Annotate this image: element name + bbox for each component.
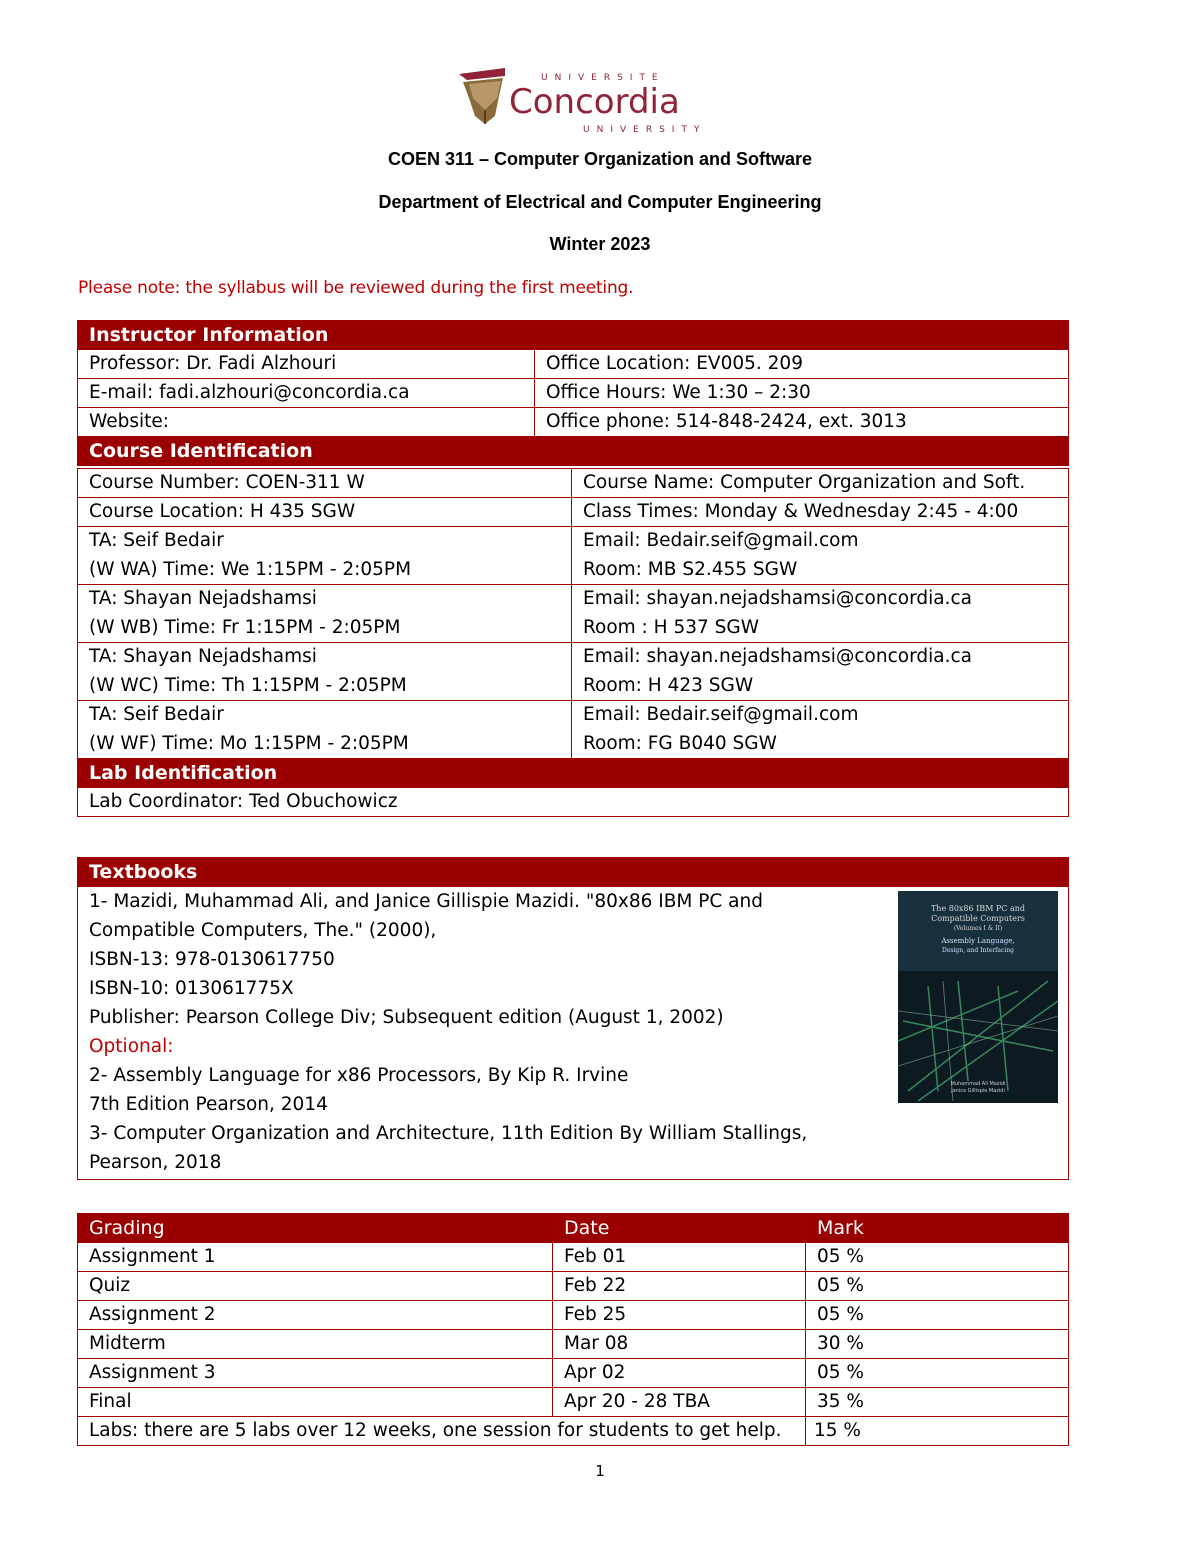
labs-row [78, 1417, 1069, 1446]
grading-row [78, 1359, 1069, 1388]
grading-table [77, 1213, 1069, 1446]
grading-date: Apr 02 [553, 1359, 806, 1388]
ta-name: TA: Seif Bedair [89, 530, 224, 551]
textbook-line: Compatible Computers, The." (2000), [89, 920, 437, 941]
ta-email[interactable]: Email: shayan.nejadshamsi@concordia.ca [583, 646, 972, 667]
course-name: Course Name: Computer Organization and Soft. [572, 469, 1069, 498]
cover-subtitle-line: Design, and Interfacing [942, 947, 1014, 954]
ta-row [78, 527, 1069, 585]
course-info-table [77, 320, 1069, 466]
grading-mark: 05 % [806, 1272, 1069, 1301]
ta-time: (W WF) Time: Mo 1:15PM - 2:05PM [89, 732, 409, 754]
textbooks-heading: Textbooks [78, 858, 1069, 887]
grading-item: Assignment 2 [78, 1301, 553, 1330]
grading-row [78, 1388, 1069, 1417]
course-heading: Course Identification [78, 437, 1069, 466]
cover-subtitle-line: Assembly Language, [941, 937, 1015, 945]
ta-row [78, 643, 1069, 701]
grading-date: Feb 01 [553, 1243, 806, 1272]
term-title: Winter 2023 [549, 234, 651, 254]
ta-room: Room : H 537 SGW [583, 616, 760, 638]
lab-heading: Lab Identification [78, 759, 1069, 788]
ta-name: TA: Shayan Nejadshamsi [89, 588, 317, 609]
grading-row [78, 1243, 1069, 1272]
optional-line: 2- Assembly Language for x86 Processors, By Kip R. Irvine [89, 1065, 629, 1086]
grading-mark: 05 % [806, 1359, 1069, 1388]
ta-row [78, 701, 1069, 759]
website: Website: [78, 408, 535, 437]
grading-row [78, 1301, 1069, 1330]
lab-coordinator: Lab Coordinator: Ted Obuchowicz [78, 788, 1069, 817]
grading-date: Apr 20 - 28 TBA [553, 1388, 806, 1417]
textbook-line: Publisher: Pearson College Div; Subsequent edition (August 1, 2002) [89, 1007, 724, 1028]
grading-mark: 30 % [806, 1330, 1069, 1359]
grading-row [78, 1330, 1069, 1359]
grading-mark: 35 % [806, 1388, 1069, 1417]
ta-email[interactable]: Email: Bedair.seif@gmail.com [583, 704, 859, 725]
concordia-logo [455, 66, 735, 138]
textbooks-table [77, 857, 1069, 1180]
syllabus-note: Please note: the syllabus will be reviewed during the first meeting. [78, 278, 634, 298]
office-phone: Office phone: 514-848-2424, ext. 3013 [535, 408, 1069, 437]
ta-row [78, 585, 1069, 643]
instructor-email[interactable]: E-mail: fadi.alzhouri@concordia.ca [78, 379, 535, 408]
grading-date: Feb 22 [553, 1272, 806, 1301]
ta-room: Room: MB S2.455 SGW [583, 558, 798, 580]
grading-item: Quiz [78, 1272, 553, 1301]
grading-row [78, 1272, 1069, 1301]
cover-title-line: Compatible Computers [931, 914, 1025, 923]
textbook-line: ISBN-13: 978-0130617750 [89, 949, 335, 970]
class-times: Class Times: Monday & Wednesday 2:45 - 4:00 [572, 498, 1069, 527]
office-hours: Office Hours: We 1:30 – 2:30 [535, 379, 1069, 408]
ta-time: (W WC) Time: Th 1:15PM - 2:05PM [89, 674, 407, 696]
optional-label: Optional: [89, 1036, 174, 1057]
professor-name: Professor: Dr. Fadi Alzhouri [78, 350, 535, 379]
ta-email[interactable]: Email: shayan.nejadshamsi@concordia.ca [583, 588, 972, 609]
mark-header: Mark [806, 1214, 1069, 1243]
textbook-line: ISBN-10: 013061775X [89, 978, 294, 999]
textbook-cover-image [898, 891, 1058, 1103]
cover-author: Muhammad Ali Mazidi [950, 1081, 1006, 1087]
department-title: Department of Electrical and Computer Engineering [378, 192, 822, 212]
grading-item: Midterm [78, 1330, 553, 1359]
cover-title-line: (Volumes I & II) [953, 925, 1003, 932]
ta-room: Room: H 423 SGW [583, 674, 754, 696]
cover-title-line: The 80x86 IBM PC and [930, 904, 1026, 913]
grading-mark: 05 % [806, 1243, 1069, 1272]
logo-bottom-text: UNIVERSITY [583, 125, 707, 135]
optional-line: 3- Computer Organization and Architecture, 11th Edition By William Stallings, [89, 1123, 808, 1144]
ta-name: TA: Shayan Nejadshamsi [89, 646, 317, 667]
date-header: Date [553, 1214, 806, 1243]
grading-item: Assignment 3 [78, 1359, 553, 1388]
grading-header: Grading [78, 1214, 553, 1243]
course-title: COEN 311 – Computer Organization and Software [387, 149, 813, 169]
grading-mark: 05 % [806, 1301, 1069, 1330]
ta-time: (W WA) Time: We 1:15PM - 2:05PM [89, 558, 412, 580]
textbook-line: 1- Mazidi, Muhammad Ali, and Janice Gillispie Mazidi. "80x86 IBM PC and [89, 891, 763, 912]
course-number: Course Number: COEN-311 W [78, 469, 572, 498]
cover-author: Janice Gillispie Mazidi [951, 1088, 1005, 1094]
grading-item: Assignment 1 [78, 1243, 553, 1272]
labs-description: Labs: there are 5 labs over 12 weeks, one session for students to get help. [78, 1417, 806, 1446]
instructor-heading: Instructor Information [78, 321, 1069, 350]
optional-line: Pearson, 2018 [89, 1152, 222, 1173]
optional-line: 7th Edition Pearson, 2014 [89, 1094, 328, 1115]
logo-name: Concordia [509, 82, 680, 122]
ta-email[interactable]: Email: Bedair.seif@gmail.com [583, 530, 859, 551]
logo-top-text: UNIVERSITE [541, 73, 665, 83]
grading-date: Mar 08 [553, 1330, 806, 1359]
labs-mark: 15 % [806, 1417, 1069, 1446]
ta-time: (W WB) Time: Fr 1:15PM - 2:05PM [89, 616, 401, 638]
ta-name: TA: Seif Bedair [89, 704, 224, 725]
course-location: Course Location: H 435 SGW [78, 498, 572, 527]
grading-date: Feb 25 [553, 1301, 806, 1330]
page-number: 1 [595, 1462, 605, 1480]
course-id-table [77, 468, 1069, 817]
grading-item: Final [78, 1388, 553, 1417]
office-location: Office Location: EV005. 209 [535, 350, 1069, 379]
ta-room: Room: FG B040 SGW [583, 732, 777, 754]
